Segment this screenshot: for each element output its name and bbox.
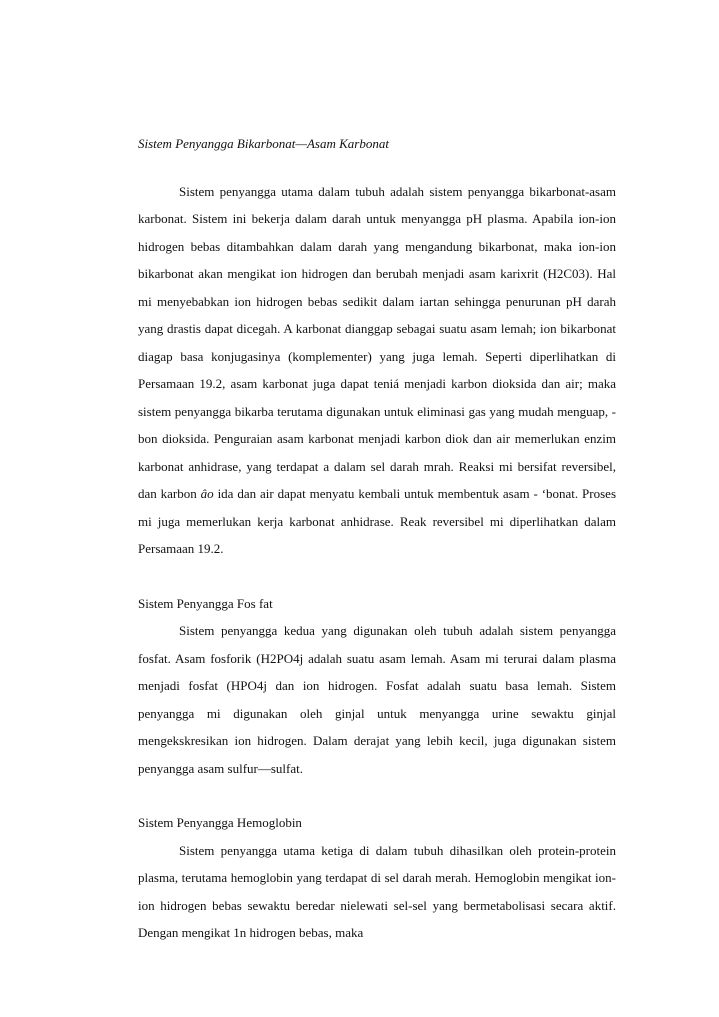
spacer: [138, 563, 616, 590]
paragraph-bicarbonate: [138, 178, 616, 563]
paragraph-text: Sistem penyangga utama dalam tubuh adalah sistem penyangga bikarbonat-asam karbonat. Sistem ini bekerja dalam darah untuk menyangga pH plasma. Apabila ion-ion hidrogen bebas ditambahkan dalam darah yang mengandung bikarbonat, maka ion-ion bikarbonat akan mengikat ion hidrogen dan berubah menjadi asam karixrit (H2C03). Hal mi menyebabkan ion hidrogen bebas sedikit dalam iartan sehingga penurunan pH darah yang drastis dapat dicegah. A karbonat dianggap sebagai suatu asam lemah; ion bikarbonat diagap basa konjugasinya (komplementer) yang juga lemah. Seperti diperlihatkan di Persamaan 19.2, asam karbonat juga dapat teniá menjadi karbon dioksida dan air; maka sistem penyangga bikarba terutama digunakan untuk eliminasi gas yang mudah menguap, - bon dioksida. Penguraian asam karbonat menjadi karbon diok dan air memerlukan enzim karbonat anhidrase, yang terdapat a dalam sel darah mrah. Reaksi mi bersifat reversibel, dan karbon: [138, 183, 616, 501]
section-heading-bicarbonate: Sistem Penyangga Bikarbonat—Asam Karbonat: [138, 136, 389, 151]
document-body: [138, 130, 616, 947]
spacer: [138, 782, 616, 809]
section-heading-phosphate: Sistem Penyangga Fos fat: [138, 595, 273, 611]
paragraph-phosphate: Sistem penyangga kedua yang digunakan oleh tubuh adalah sistem penyangga fosfat. Asam fosforik (H2PO4j adalah suatu asam lemah. Asam mi terurai dalam plasma menjadi fosfat (HPO4j dan ion hidrogen. Fosfat adalah suatu basa lemah. Sistem penyangga mi digunakan oleh ginjal untuk menyangga urine sewaktu ginjal mengekskresikan ion hidrogen. Dalam derajat yang lebih kecil, juga digunakan sistem penyangga asam sulfur—sulfat.: [138, 623, 616, 776]
spacer: [138, 158, 616, 178]
paragraph-hemoglobin: Sistem penyangga utama ketiga di dalam tubuh dihasilkan oleh protein-protein plasma, terutama hemoglobin yang terdapat di sel darah merah. Hemoglobin mengikat ion-ion hidrogen bebas sewaktu beredar nielewati sel-sel yang bermetabolisasi secara aktif. Dengan mengikat 1n hidrogen bebas, maka: [138, 842, 616, 940]
paragraph-text-tail: ida dan air dapat menyatu kembali untuk membentuk asam - ‘bonat. Proses mi juga memerlukan kerja karbonat anhidrase. Reak reversibel mi diperlihatkan dalam Persamaan 19.2.: [138, 486, 617, 556]
paragraph-italic-fragment: âo: [200, 486, 214, 501]
section-heading-hemoglobin: Sistem Penyangga Hemoglobin: [138, 815, 302, 830]
